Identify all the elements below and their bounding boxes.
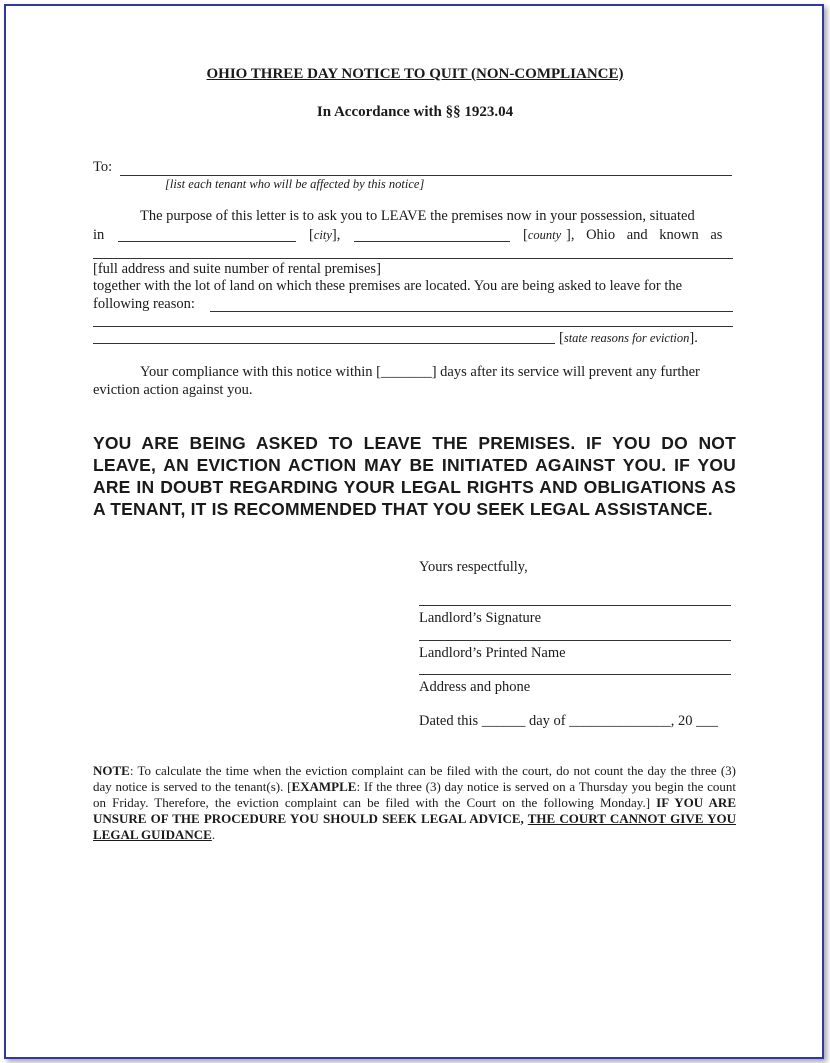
note-end: . [211,827,216,842]
document-subtitle: In Accordance with §§ 1923.04 [316,104,514,120]
printed-name-line[interactable] [419,640,731,641]
city-field-line[interactable] [118,241,296,242]
ohio-known-as: ], Ohio and known as [566,227,723,243]
note-paragraph [93,763,736,843]
purpose-lot-line: together with the lot of land on which these premises are located. You are being asked to leave for the [93,278,683,294]
note-text-1: : To calculate the time when the eviction complaint can be filed with the court, do not count the day the three (3) day notice is served to the tenant(s). [ [93,763,736,794]
state-reasons-label: state reasons for eviction [563,331,690,345]
address-field-line[interactable] [93,258,733,259]
address-phone-label: Address and phone [419,679,531,695]
reason-field-line-1[interactable] [210,311,733,312]
note-bold-text: IF YOU ARE UNSURE OF THE PROCEDURE YOU SHOULD SEEK LEGAL ADVICE, [93,795,736,826]
reason-label: following reason: [93,296,195,312]
reason-field-line-3[interactable] [93,343,555,344]
dated-line: Dated this ______ day of ______________, 20 ___ [419,713,718,729]
note-label: NOTE [93,763,130,778]
eviction-warning: YOU ARE BEING ASKED TO LEAVE THE PREMISES. IF YOU DO NOT LEAVE, AN EVICTION ACTION MAY BE INITIATED AGAINST YOU. IF YOU ARE IN DOUBT REGARDING YOUR LEGAL RIGHTS AND OBLIGATIONS AS A TENANT, IT IS RECOMMENDED THAT YOU SEEK LEGAL ASSISTANCE. [93,433,736,519]
compliance-line-1: Your compliance with this notice within [_______] days after its service will prevent any further [140,364,700,380]
compliance-line-2: eviction action against you. [93,382,253,398]
closing: Yours respectfully, [419,559,528,575]
note-text-2: : If the three (3) day notice is served on a Thursday you begin the count on Friday. Therefore, the eviction complaint can be filed with the Court on the following Monday.] [93,779,736,810]
to-hint: [list each tenant who will be affected by this notice] [165,177,425,191]
city-label: city [313,228,332,242]
landlord-signature-label: Landlord’s Signature [419,610,542,626]
purpose-line-1: The purpose of this letter is to ask you to LEAVE the premises now in your possession, situated [140,208,695,224]
reason-field-line-2[interactable] [93,326,733,327]
state-reasons-bracket: [state reasons for eviction]. [559,330,698,346]
county-bracket: [county [523,227,562,243]
note-bold-underline: THE COURT CANNOT GIVE YOU LEGAL GUIDANCE [93,811,736,842]
purpose-in-word: in [93,227,105,243]
address-phone-line[interactable] [419,674,731,675]
example-label: EXAMPLE [291,779,357,794]
document-title: OHIO THREE DAY NOTICE TO QUIT (NON-COMPLIANCE) [206,66,624,82]
county-field-line[interactable] [354,241,510,242]
county-label: county [527,228,562,242]
city-bracket: [city], [309,227,341,243]
to-field-line[interactable] [120,175,732,176]
address-hint: [full address and suite number of rental premises] [93,261,381,277]
landlord-printed-name-label: Landlord’s Printed Name [419,645,566,661]
to-label: To: [93,159,113,175]
signature-line[interactable] [419,605,731,606]
